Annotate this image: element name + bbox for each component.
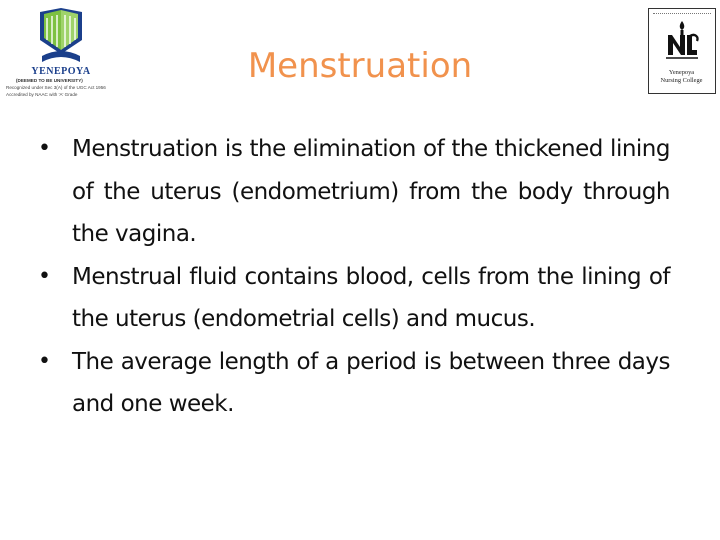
- bullet-list: [38, 128, 670, 426]
- bullet-item: [38, 341, 670, 426]
- logo-caption-line1: Yenepoya: [668, 69, 695, 76]
- logo-wordmark: YENEPOYA: [31, 66, 91, 77]
- bullet-marker: •: [38, 136, 51, 161]
- bullet-text: Menstruation is the elimination of the thickened lining of the uterus (endometrium) from the body through the vagina.: [72, 136, 670, 247]
- logo-recognition-text: Recognized under Sec 3(A) of the UGC Act 1956: [6, 85, 106, 90]
- slide-title: Menstruation: [247, 46, 473, 86]
- logo-accreditation-text: Accredited by NAAC with 'A' Grade: [6, 92, 78, 97]
- logo-caption-line2: Nursing College: [660, 77, 703, 84]
- bullet-marker: •: [38, 263, 51, 289]
- bullet-item: [38, 256, 670, 341]
- nursing-lamp-emblem-icon: [662, 19, 702, 65]
- bullet-text: The average length of a period is between three days and one week.: [72, 348, 670, 417]
- logo-subtitle: (DEEMED TO BE UNIVERSITY): [16, 78, 83, 83]
- yenepoya-university-logo: [4, 4, 118, 108]
- logo-dotted-rule: [653, 13, 711, 15]
- nursing-college-logo: [648, 8, 716, 94]
- bullet-marker: •: [38, 348, 51, 374]
- bullet-item: [38, 128, 670, 256]
- university-crest-icon: [36, 6, 86, 66]
- bullet-text: Menstrual fluid contains blood, cells from the lining of the uterus (endometrial cells) and mucus.: [72, 263, 670, 332]
